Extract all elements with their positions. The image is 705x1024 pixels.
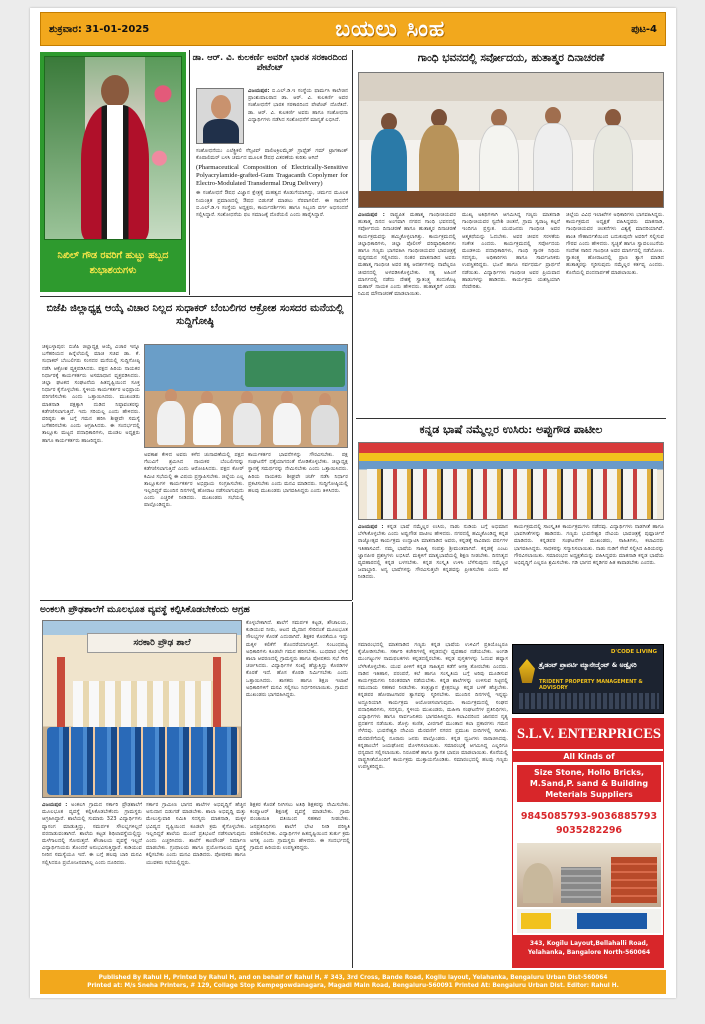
- birthday-box: [40, 52, 186, 292]
- trident-brand: D'CODE LIVING: [610, 649, 657, 655]
- kannada-photo: [358, 442, 664, 520]
- school-headline: ಅಂಕಲಗಿ ಪ್ರೌಢಶಾಲೆಗೆ ಮೂಲಭೂತ ವ್ಯವಸ್ಥೆ ಕಲ್ಪಿಸಿಕೊಡಬೇಕೆಂದು ಆಗ್ರಹ: [40, 604, 250, 615]
- masthead: [40, 12, 666, 46]
- flower-decor: [45, 57, 85, 240]
- birthday-photo: [44, 56, 182, 240]
- trident-logo-icon: [519, 659, 535, 683]
- imprint-footer: [40, 970, 666, 994]
- school-dateline: ವಿಜಯಪುರ :: [42, 802, 68, 808]
- bjp-headline: ಬಿಜೆಪಿ ಜಿಲ್ಲಾಧ್ಯಕ್ಷ ಆಯ್ಕೆ ವಿಚಾರ ನಿಲ್ಲದ ಸುಧಾಕರ್ ಬೆಂಬಲಿಗರ ಆಕ್ರೋಶ ಸಂಸದರ ಮನೆಯಲ್ಲಿ ಸುದ್ದಿಗೋಷ್ಠಿ: [46, 303, 344, 327]
- patent-headline: ಡಾ. ಆರ್. ವಿ. ಕುಲಕರ್ಣಿ ಅವರಿಗೆ ಭಾರತ ಸರಕಾರದಿಂದ ಪೇಟೆಂಟ್: [192, 53, 348, 73]
- school-photo: [42, 620, 242, 798]
- patent-article: ಡಾ. ಆರ್. ವಿ. ಕುಲಕರ್ಣಿ ಅವರಿಗೆ ಭಾರತ ಸರಕಾರದಿಂದ ಪೇಟೆಂಟ್ ವಿಜಯಪುರ: ಬಿ.ಎಲ್.ಡಿ.ಇ ಸಂಸ್ಥೆಯ ಫಾರ್ಮಸಿ ಕಾಲೇಜಿನ ಪ್ರಾಂಶುಪಾಲರಾದ ಡಾ. ಆರ್. ವಿ. ಕುಲಕರ್ಣಿ ಅವರ ಸಂಶೋಧನೆಗೆ ಭಾರತ ಸರಕಾರದಿಂದ ಪೇಟೆಂಟ್ ದೊರೆತಿದೆ. ಡಾ. ಆರ್. ವಿ. ಕುಲಕರ್ಣಿ ಅವರು ಹಾಗೂ ಸಂಶೋಧನಾ ವಿದ್ಯಾರ್ಥಿಗಳು ನಡೆಸಿದ ಸಂಶೋಧನೆಗೆ ಮಾನ್ಯತೆ ಲಭಿಸಿದೆ. ಸಂಶೋಧನೆಯು ಎಲೆಕ್ಟ್ರಿಕಲಿ ಸೆನ್ಸಿಟಿವ್ ಪಾಲಿಅಕ್ರಿಲಮೈಡ್ ಗ್ರಾಫ್ಟೆಡ್ ಗಮ್ ಟ್ರಾಗಕಾಂತ್ ಕೊಪಾಲಿಮರ್ ಬಳಸಿ ಚರ್ಮದ ಮೂಲಕ ಔಷಧ ವಿತರಣೆಯ ಕುರಿತು ಆಗಿದೆ (Pharmaceutical Composition of Electrically-Sensitive Polyacrylamide-grafted-Gum Tragacanth Copolymer for Electro-Modulated Transdermal Drug Delivery) ಈ ಸಂಶೋಧನೆ ಔಷಧ ವಿಜ್ಞಾನ ಕ್ಷೇತ್ರಕ್ಕೆ ಮಹತ್ವದ ಕೊಡುಗೆಯಾಗಿದ್ದು, ಚರ್ಮದ ಮೂಲಕ ನಿಯಂತ್ರಿತ ಪ್ರಮಾಣದಲ್ಲಿ ಔಷಧ ಬಿಡುಗಡೆ ಮಾಡಲು ನೆರವಾಗಲಿದೆ. ಈ ಸಾಧನೆಗೆ ಬಿ.ಎಲ್.ಡಿ.ಇ ಸಂಸ್ಥೆಯ ಅಧ್ಯಕ್ಷರು, ಕಾರ್ಯದರ್ಶಿಗಳು ಹಾಗೂ ಸಿಬ್ಬಂದಿ ವರ್ಗ ಅಭಿನಂದನೆ ಸಲ್ಲಿಸಿದ್ದಾರೆ. ಸಂಶೋಧನೆಯ ಫಲ ಸಮಾಜಕ್ಕೆ ದೊರೆಯಲಿ ಎಂದು ಹಾರೈಸಿದ್ದಾರೆ.: [192, 53, 348, 219]
- gandhi-dateline: ವಿಜಯಪುರ :: [358, 212, 385, 218]
- kannada-headline: ಕನ್ನಡ ಭಾಷೆ ನಮ್ಮೆಲ್ಲರ ಉಸಿರು: ಅಪ್ಪುಗೌಡ ಪಾಟೀಲ: [419, 423, 603, 436]
- person-head: [101, 75, 129, 107]
- newspaper-page: [30, 8, 676, 998]
- portrait-photo: [196, 88, 244, 144]
- slv-phone-2: 9035282296: [555, 825, 623, 836]
- kannada-article: ಕನ್ನಡ ಭಾಷೆ ನಮ್ಮೆಲ್ಲರ ಉಸಿರು: ಅಪ್ಪುಗೌಡ ಪಾಟೀಲ ವಿಜಯಪುರ : ಕನ್ನಡ ಭಾಷೆ ನಮ್ಮೆಲ್ಲರ ಉಸಿರು, ನಾಡು ನುಡಿಯ ಬಗ್ಗೆ ಅಭಿಮಾನ ಬೆಳೆಸಿಕೊಳ್ಳಬೇಕು ಎಂದು ಅಪ್ಪುಗೌಡ ಪಾಟೀಲ ಹೇಳಿದರು. ನಗರದಲ್ಲಿ ಹಮ್ಮಿಕೊಂಡಿದ್ದ ಕನ್ನಡ ರಾಜ್ಯೋತ್ಸವ ಕಾರ್ಯಕ್ರಮ ಉದ್ಘಾಟಿಸಿ ಮಾತನಾಡಿದ ಅವರು, ಕನ್ನಡಕ್ಕೆ ಸಾವಿರಾರು ವರ್ಷಗಳ ಇತಿಹಾಸವಿದೆ. ನಮ್ಮ ಭಾಷೆಯ ಸಾಹಿತ್ಯ ಸಂಪತ್ತು ಶ್ರೀಮಂತವಾಗಿದೆ. ಕನ್ನಡಕ್ಕೆ ಎಂಟು ಜ್ಞಾನಪೀಠ ಪ್ರಶಸ್ತಿಗಳು ಲಭಿಸಿವೆ. ಮಕ್ಕಳಿಗೆ ಮಾತೃಭಾಷೆಯಲ್ಲಿ ಶಿಕ್ಷಣ ನೀಡಬೇಕು. ದಿನನಿತ್ಯದ ವ್ಯವಹಾರದಲ್ಲಿ ಕನ್ನಡ ಬಳಸಬೇಕು. ಕನ್ನಡ ಸಂಸ್ಕೃತಿ ಉಳಿಸಿ ಬೆಳೆಸುವುದು ನಮ್ಮೆಲ್ಲರ ಜವಾಬ್ದಾರಿ. ಅನ್ಯ ಭಾಷೆಗಳನ್ನು ಗೌರವಿಸುತ್ತಲೇ ಕನ್ನಡವನ್ನು ಪ್ರೀತಿಸಬೇಕು ಎಂದು ಕರೆ ನೀಡಿದರು. ಕಾರ್ಯಕ್ರಮದಲ್ಲಿ ಸಾಂಸ್ಕೃತಿಕ ಕಾರ್ಯಕ್ರಮಗಳು ನಡೆದವು. ವಿದ್ಯಾರ್ಥಿಗಳು ನಾಡಗೀತೆ ಹಾಗೂ ಭಾವಗೀತೆಗಳನ್ನು ಹಾಡಿದರು. ಗಣ್ಯರು ಭುವನೇಶ್ವರಿ ದೇವಿಯ ಭಾವಚಿತ್ರಕ್ಕೆ ಪುಷ್ಪಾರ್ಚನೆ ಮಾಡಿದರು. ಕನ್ನಡಪರ ಸಂಘಟನೆಗಳ ಮುಖಂಡರು, ಸಾಹಿತಿಗಳು, ಕಲಾವಿದರು ಭಾಗವಹಿಸಿದ್ದರು. ಸಾಧಕರನ್ನು ಸನ್ಮಾನಿಸಲಾಯಿತು. ನಾಡು ನುಡಿಗೆ ಸೇವೆ ಸಲ್ಲಿಸಿದ ಹಿರಿಯರನ್ನು ಗೌರವಿಸಲಾಯಿತು. ಸಮಾರಂಭದ ಅಧ್ಯಕ್ಷತೆಯನ್ನು ವಹಿಸಿದ್ದವರು ಮಾತನಾಡಿ ಕನ್ನಡ ಭಾಷೆಯ ಅಭಿವೃದ್ಧಿಗೆ ಎಲ್ಲರೂ ಶ್ರಮಿಸಬೇಕು. ಗಡಿ ಭಾಗದ ಕನ್ನಡಿಗರ ಹಿತ ಕಾಪಾಡಬೇಕು ಎಂದರು.: [356, 420, 666, 640]
- imprint-line-1: Published By Rahul H, Printed by Rahul H, and on behalf of Rahul H, # 343, 3rd Cross, Bande Road, Kogilu layout, Yelahanka, Bengaluru Urban Dist-560064: [98, 975, 608, 981]
- trident-english: TRIDENT PROPERTY MANAGEMENT & ADVISORY: [539, 679, 643, 691]
- slv-subtitle: All Kinds of: [513, 751, 664, 762]
- trident-name: ತ್ರೈಡಂಟ್ ಪ್ರಾಪರ್ಟಿ ಮ್ಯಾನೇಜ್ಮೆಂಟ್ & ಅಡ್ವೈಸರಿ: [539, 661, 637, 669]
- gandhi-article: ಗಾಂಧಿ ಭವನದಲ್ಲಿ ಸರ್ವೋದಯ, ಹುತಾತ್ಮರ ದಿನಾಚರಣೆ ವಿಜಯಪುರ : ರಾಷ್ಟ್ರಪಿತ ಮಹಾತ್ಮ ಗಾಂಧೀಜಿಯವರ ಹುತಾತ್ಮ ದಿನದ ಅಂಗವಾಗಿ ನಗರದ ಗಾಂಧಿ ಭವನದಲ್ಲಿ ಸರ್ವೋದಯ ದಿನಾಚರಣೆ ಹಾಗೂ ಹುತಾತ್ಮರ ದಿನಾಚರಣೆ ಕಾರ್ಯಕ್ರಮವನ್ನು ಹಮ್ಮಿಕೊಳ್ಳಲಾಗಿತ್ತು. ಕಾರ್ಯಕ್ರಮದಲ್ಲಿ ಜಿಲ್ಲಾಧಿಕಾರಿಗಳು, ಜಿಲ್ಲಾ ಪೊಲೀಸ್ ವರಿಷ್ಠಾಧಿಕಾರಿಗಳು ಹಾಗೂ ಗಣ್ಯರು ಭಾಗವಹಿಸಿ ಗಾಂಧೀಜಿಯವರ ಭಾವಚಿತ್ರಕ್ಕೆ ಪುಷ್ಪನಮನ ಸಲ್ಲಿಸಿದರು. ನಂತರ ಮಾತನಾಡಿದ ಅವರು ಮಹಾತ್ಮ ಗಾಂಧೀಜಿ ಅವರ ತತ್ವ ಆದರ್ಶಗಳನ್ನು ನಾವೆಲ್ಲರೂ ಜೀವನದಲ್ಲಿ ಅಳವಡಿಸಿಕೊಳ್ಳಬೇಕು. ಸತ್ಯ ಅಹಿಂಸೆ ಮಾರ್ಗದಲ್ಲಿ ನಡೆದು ದೇಶಕ್ಕೆ ಸ್ವಾತಂತ್ರ್ಯ ತಂದುಕೊಟ್ಟ ಮಹಾನ್ ನಾಯಕ ಎಂದು ಹೇಳಿದರು. ಹುತಾತ್ಮರಿಗೆ ಎರಡು ನಿಮಿಷ ಮೌನಾಚರಣೆ ಮಾಡಲಾಯಿತು. ಮುಖ್ಯ ಅತಿಥಿಗಳಾಗಿ ಆಗಮಿಸಿದ್ದ ಗಣ್ಯರು ಮಾತನಾಡಿ ಗಾಂಧೀಜಿಯವರ ಸ್ವದೇಶಿ ಚಿಂತನೆ, ಗ್ರಾಮ ಸ್ವರಾಜ್ಯ ಕಲ್ಪನೆ ಇಂದಿಗೂ ಪ್ರಸ್ತುತ. ಯುವಜನರು ಗಾಂಧೀಜಿ ಅವರ ಆತ್ಮಕಥೆಯನ್ನು ಓದಬೇಕು. ಅವರ ಜೀವನ ಸರಳತೆಯ ಸಂಕೇತ ಎಂದರು. ಕಾರ್ಯಕ್ರಮದಲ್ಲಿ ಸರ್ವೋದಯ ಮಂಡಳಿಯ ಪದಾಧಿಕಾರಿಗಳು, ಗಾಂಧಿ ಸ್ಮಾರಕ ನಿಧಿಯ ಸದಸ್ಯರು, ಅಧಿಕಾರಿಗಳು ಹಾಗೂ ಸಾರ್ವಜನಿಕರು ಉಪಸ್ಥಿತರಿದ್ದರು. ಭಜನೆ ಹಾಗೂ ಸರ್ವಧರ್ಮ ಪ್ರಾರ್ಥನೆ ನಡೆಯಿತು. ವಿದ್ಯಾರ್ಥಿಗಳು ಗಾಂಧೀಜಿ ಅವರ ಪ್ರಿಯವಾದ ಹಾಡುಗಳನ್ನು ಹಾಡಿದರು. ಕಾರ್ಯಕ್ರಮ ಯಶಸ್ವಿಯಾಗಿ ನೆರವೇರಿತು. ಜಿಲ್ಲೆಯ ವಿವಿಧ ಇಲಾಖೆಗಳ ಅಧಿಕಾರಿಗಳು ಭಾಗವಹಿಸಿದ್ದರು. ಕಾರ್ಯಕ್ರಮದ ಅಧ್ಯಕ್ಷತೆ ವಹಿಸಿದ್ದವರು ಮಾತನಾಡಿ, ಗಾಂಧೀಜಿಯವರ ಚಿಂತನೆಗಳು ವಿಶ್ವಕ್ಕೆ ಮಾದರಿಯಾಗಿವೆ. ಶಾಂತಿ ಸೌಹಾರ್ದತೆಯಿಂದ ಬದುಕುವುದೇ ಅವರಿಗೆ ಸಲ್ಲಿಸುವ ಗೌರವ ಎಂದು ಹೇಳಿದರು. ಸ್ವಚ್ಛತೆ ಹಾಗೂ ಸ್ವಾವಲಂಬನೆಯ ಸಂದೇಶ ಸಾರಿದ ಗಾಂಧೀಜಿ ಅವರ ಮಾರ್ಗದಲ್ಲಿ ನಡೆಯೋಣ. ಸ್ವಾತಂತ್ರ್ಯ ಹೋರಾಟದಲ್ಲಿ ಪ್ರಾಣ ತ್ಯಾಗ ಮಾಡಿದ ಹುತಾತ್ಮರನ್ನು ಸ್ಮರಿಸುವುದು ನಮ್ಮೆಲ್ಲರ ಕರ್ತವ್ಯ ಎಂದರು. ಕೊನೆಯಲ್ಲಿ ವಂದನಾರ್ಪಣೆ ಮಾಡಲಾಯಿತು.: [356, 48, 666, 418]
- school-article: ಅಂಕಲಗಿ ಪ್ರೌಢಶಾಲೆಗೆ ಮೂಲಭೂತ ವ್ಯವಸ್ಥೆ ಕಲ್ಪಿಸಿಕೊಡಬೇಕೆಂದು ಆಗ್ರಹ ಸರಕಾರಿ ಪ್ರೌಢ ಶಾಲೆ ಕೊಳ್ಳಬೇಕಾಗಿದೆ. ಶಾಲೆಗೆ ಸಮರ್ಪಕ ಕಟ್ಟಡ, ಶೌಚಾಲಯ, ಕುಡಿಯುವ ನೀರು, ಆಟದ ಮೈದಾನ ಸೇರಿದಂತೆ ಮೂಲಭೂತ ಸೌಲಭ್ಯಗಳ ಕೊರತೆ ಎದುರಾಗಿದೆ. ಶಿಕ್ಷಕರ ಕೊರತೆಯೂ ಇದ್ದು ಮಕ್ಕಳ ಕಲಿಕೆಗೆ ತೊಂದರೆಯಾಗುತ್ತಿದೆ. ಸಂಬಂಧಪಟ್ಟ ಅಧಿಕಾರಿಗಳು ಕೂಡಲೇ ಗಮನ ಹರಿಸಬೇಕು. ಬುಧವಾರ ಬೆಳಿಗ್ಗೆ ಶಾಲಾ ಆವರಣದಲ್ಲಿ ಗ್ರಾಮಸ್ಥರು ಹಾಗೂ ಪೋಷಕರು ಸಭೆ ಸೇರಿ ಚರ್ಚಿಸಿದರು. ವಿದ್ಯಾರ್ಥಿಗಳ ಸಂಖ್ಯೆ ಹೆಚ್ಚುತ್ತಿದ್ದು ಕೊಠಡಿಗಳ ಕೊರತೆ ಇದೆ. ಹೊಸ ಕೊಠಡಿ ನಿರ್ಮಿಸಬೇಕು ಎಂದು ಒತ್ತಾಯಿಸಿದರು. ಶಾಸಕರು ಹಾಗೂ ಶಿಕ್ಷಣ ಇಲಾಖೆ ಅಧಿಕಾರಿಗಳಿಗೆ ಮನವಿ ಸಲ್ಲಿಸಲು ನಿರ್ಧರಿಸಲಾಯಿತು. ಗ್ರಾಮದ ಮುಖಂಡರು ಭಾಗವಹಿಸಿದ್ದರು. ವಿಜಯಪುರ : ಅಂಕಲಗಿ ಗ್ರಾಮದ ಸರ್ಕಾರಿ ಪ್ರೌಢಶಾಲೆಗೆ ಮೂಲಭೂತ ವ್ಯವಸ್ಥೆ ಕಲ್ಪಿಸಿಕೊಡಬೇಕೆಂದು ಗ್ರಾಮಸ್ಥರು ಆಗ್ರಹಿಸಿದ್ದಾರೆ. ಶಾಲೆಯಲ್ಲಿ ಸುಮಾರು 323 ವಿದ್ಯಾರ್ಥಿಗಳು ವ್ಯಾಸಂಗ ಮಾಡುತ್ತಿದ್ದು, ಸಮರ್ಪಕ ಸೌಲಭ್ಯಗಳಿಲ್ಲದೆ ಪರದಾಡುವಂತಾಗಿದೆ. ಶಾಲೆಯ ಕಟ್ಟಡ ಶಿಥಿಲಾವಸ್ಥೆಯಲ್ಲಿದ್ದು ಮಳೆಗಾಲದಲ್ಲಿ ಸೋರುತ್ತದೆ. ಶೌಚಾಲಯ ವ್ಯವಸ್ಥೆ ಇಲ್ಲದೆ ವಿದ್ಯಾರ್ಥಿನಿಯರು ತೊಂದರೆ ಅನುಭವಿಸುತ್ತಿದ್ದಾರೆ. ಕುಡಿಯುವ ನೀರಿನ ಸಮಸ್ಯೆಯೂ ಇದೆ. ಈ ಬಗ್ಗೆ ಹಲವು ಬಾರಿ ಮನವಿ ಸಲ್ಲಿಸಿದರೂ ಪ್ರಯೋಜನವಾಗಿಲ್ಲ ಎಂದು ದೂರಿದರು. ಸರ್ಕಾರ ಗ್ರಾಮೀಣ ಭಾಗದ ಶಾಲೆಗಳ ಅಭಿವೃದ್ಧಿಗೆ ಹೆಚ್ಚಿನ ಅನುದಾನ ಬಿಡುಗಡೆ ಮಾಡಬೇಕು. ಶಾಲಾ ಅಭಿವೃದ್ಧಿ ಮತ್ತು ಮೇಲುಸ್ತುವಾರಿ ಸಮಿತಿ ಸದಸ್ಯರು ಮಾತನಾಡಿ, ಮಕ್ಕಳ ಭವಿಷ್ಯದ ದೃಷ್ಟಿಯಿಂದ ಕೂಡಲೇ ಕ್ರಮ ಕೈಗೊಳ್ಳಬೇಕು. ಇಲ್ಲದಿದ್ದರೆ ಶಾಲೆಯ ಮುಂದೆ ಪ್ರತಿಭಟನೆ ನಡೆಸಲಾಗುವುದು ಎಂದು ಎಚ್ಚರಿಸಿದರು. ಶಾಲೆಗೆ ಕಾಂಪೌಂಡ್ ನಿರ್ಮಾಣ ಮಾಡಬೇಕು. ಗ್ರಂಥಾಲಯ ಹಾಗೂ ಪ್ರಯೋಗಾಲಯ ವ್ಯವಸ್ಥೆ ಕಲ್ಪಿಸಬೇಕು ಎಂದು ಮನವಿ ಮಾಡಿದರು. ಪೋಷಕರು ಹಾಗೂ ಯುವಕರು ಸಭೆಯಲ್ಲಿದ್ದರು. ಶಿಕ್ಷಕರ ಕೊರತೆ ನೀಗಿಸಲು ಅತಿಥಿ ಶಿಕ್ಷಕರನ್ನು ನೇಮಿಸಬೇಕು. ಕಂಪ್ಯೂಟರ್ ಶಿಕ್ಷಣಕ್ಕೆ ವ್ಯವಸ್ಥೆ ಮಾಡಬೇಕು. ಗ್ರಾಮ ಪಂಚಾಯಿತಿ ವತಿಯಿಂದ ಸಹಕಾರ ನೀಡಬೇಕು. ಜನಪ್ರತಿನಿಧಿಗಳು ಶಾಲೆಗೆ ಭೇಟಿ ನೀಡಿ ಪರಿಸ್ಥಿತಿ ಪರಿಶೀಲಿಸಬೇಕು. ವಿದ್ಯಾರ್ಥಿಗಳ ಹಿತದೃಷ್ಟಿಯಿಂದ ತುರ್ತು ಕ್ರಮ ಅಗತ್ಯ ಎಂದು ಗ್ರಾಮಸ್ಥರು ಹೇಳಿದರು. ಈ ಸಂದರ್ಭದಲ್ಲಿ ಗ್ರಾಮದ ಹಿರಿಯರು ಉಪಸ್ಥಿತರಿದ್ದರು.: [40, 604, 350, 866]
- bjp-photo: [144, 344, 348, 448]
- slv-phone-1: 9845085793-9036885793: [520, 811, 658, 822]
- page-number: ಪುಟ-4: [631, 23, 657, 35]
- slv-address: 343, Kogilu Layout,Bellahalli Road, Yelahanka, Bangalore North-560064: [513, 935, 664, 968]
- patent-dateline: ವಿಜಯಪುರ:: [248, 88, 270, 94]
- slv-title: S.L.V. ENTERPRICES: [513, 719, 664, 749]
- newspaper-title: ಬಯಲು ಸಿಂಹ: [335, 16, 446, 42]
- slv-ad: [512, 718, 664, 968]
- patent-english-text: (Pharmaceutical Composition of Electrically-Sensitive Polyacrylamide-grafted-Gum Tragacanth Copolymer for Electro-Modulated Transdermal Drug Delivery): [196, 164, 348, 188]
- imprint-line-2: Printed at: M/s Sneha Printers, # 129, Collage Stop Kempegowdanagara, Magadi Main Road, Bengaluru-560091 Printed At: Bengaluru Urban Dist. Editor: Rahul H.: [87, 983, 619, 989]
- trident-ad: [512, 644, 664, 714]
- kannada-dateline: ವಿಜಯಪುರ :: [358, 524, 384, 530]
- bjp-article: ಬಿಜೆಪಿ ಜಿಲ್ಲಾಧ್ಯಕ್ಷ ಆಯ್ಕೆ ವಿಚಾರ ನಿಲ್ಲದ ಸುಧಾಕರ್ ಬೆಂಬಲಿಗರ ಆಕ್ರೋಶ ಸಂಸದರ ಮನೆಯಲ್ಲಿ ಸುದ್ದಿಗೋಷ್ಠಿ ಚಿಕ್ಕಬಳ್ಳಾಪುರ: ಬಿಜೆಪಿ ಜಿಲ್ಲಾಧ್ಯಕ್ಷ ಆಯ್ಕೆ ವಿಚಾರ ಇನ್ನೂ ಬಗೆಹರಿಯದ ಹಿನ್ನೆಲೆಯಲ್ಲಿ ಮಾಜಿ ಸಚಿವ ಡಾ. ಕೆ. ಸುಧಾಕರ್ ಬೆಂಬಲಿಗರು ಸಂಸದರ ಮನೆಯಲ್ಲಿ ಸುದ್ದಿಗೋಷ್ಠಿ ನಡೆಸಿ ಆಕ್ರೋಶ ವ್ಯಕ್ತಪಡಿಸಿದರು. ಪಕ್ಷದ ಹಿರಿಯ ನಾಯಕರ ನಿರ್ಧಾರಕ್ಕೆ ಕಾರ್ಯಕರ್ತರು ಅಸಮಾಧಾನ ವ್ಯಕ್ತಪಡಿಸಿದರು. ಜಿಲ್ಲಾ ಘಟಕದ ಸಂಘಟನೆಯ ಹಿತದೃಷ್ಟಿಯಿಂದ ಸೂಕ್ತ ನಿರ್ಧಾರ ಕೈಗೊಳ್ಳಬೇಕು. ಸ್ಥಳೀಯ ಕಾರ್ಯಕರ್ತರ ಅಭಿಪ್ರಾಯ ಪರಿಗಣಿಸಬೇಕು ಎಂದು ಒತ್ತಾಯಿಸಿದರು. ಮುಖಂಡರು ಮಾತನಾಡಿ ಪಕ್ಷಕ್ಕಾಗಿ ದುಡಿದ ನಿಷ್ಠಾವಂತರನ್ನು ಕಡೆಗಣಿಸಲಾಗುತ್ತಿದೆ. ಇದು ಸರಿಯಲ್ಲ ಎಂದು ಹೇಳಿದರು. ವರಿಷ್ಠರು ಈ ಬಗ್ಗೆ ಗಮನ ಹರಿಸಿ ಶೀಘ್ರವೇ ಸಮಸ್ಯೆ ಬಗೆಹರಿಸಬೇಕು ಎಂದು ಆಗ್ರಹಿಸಿದರು. ಈ ಸಂದರ್ಭದಲ್ಲಿ ತಾಲ್ಲೂಕು ಮಟ್ಟದ ಪದಾಧಿಕಾರಿಗಳು, ಮಂಡಲ ಅಧ್ಯಕ್ಷರು ಹಾಗೂ ಕಾರ್ಯಕರ್ತರು ಹಾಜರಿದ್ದರು. ಅವಕಾಶ ಕೇಳಿದ ಅವರು ಕಳೆದ ಚುನಾವಣೆಯಲ್ಲಿ ಪಕ್ಷದ ಗೆಲುವಿಗೆ ಶ್ರಮಿಸಿದ ನಾಯಕರ ಬೆಂಬಲಿಗರನ್ನು ಕಡೆಗಣಿಸಲಾಗುತ್ತಿದೆ ಎಂದು ಆರೋಪಿಸಿದರು. ಪಕ್ಷದ ಕೋರ್ ಕಮಿಟಿ ಸಭೆಯಲ್ಲಿ ಈ ವಿಷಯ ಪ್ರಸ್ತಾಪಿಸಬೇಕು. ಜಿಲ್ಲೆಯ ಎಲ್ಲ ತಾಲ್ಲೂಕುಗಳ ಕಾರ್ಯಕರ್ತರ ಅಭಿಪ್ರಾಯ ಸಂಗ್ರಹಿಸಬೇಕು. ಇಲ್ಲದಿದ್ದರೆ ಮುಂದಿನ ದಿನಗಳಲ್ಲಿ ಹೋರಾಟ ನಡೆಸಲಾಗುವುದು ಎಂದು ಎಚ್ಚರಿಕೆ ನೀಡಿದರು. ಮುಖಂಡರು ಸಭೆಯಲ್ಲಿ ಪಾಲ್ಗೊಂಡಿದ್ದರು. ಕಾರ್ಯಕರ್ತರ ಭಾವನೆಗಳನ್ನು ಗೌರವಿಸಬೇಕು. ಪಕ್ಷ ಸಂಘಟನೆಗೆ ಧಕ್ಕೆಯಾಗದಂತೆ ನೋಡಿಕೊಳ್ಳಬೇಕು. ಜಿಲ್ಲಾಧ್ಯಕ್ಷ ಸ್ಥಾನಕ್ಕೆ ಸಮರ್ಥರನ್ನು ನೇಮಿಸಬೇಕು ಎಂದು ಒತ್ತಾಯಿಸಿದರು. ಹಿರಿಯ ನಾಯಕರು ಶೀಘ್ರವೇ ಚರ್ಚೆ ನಡೆಸಿ ನಿರ್ಧಾರ ಪ್ರಕಟಿಸಬೇಕು ಎಂದು ಮನವಿ ಮಾಡಿದರು. ಸುದ್ದಿಗೋಷ್ಠಿಯಲ್ಲಿ ಹಲವು ಮುಖಂಡರು ಭಾಗವಹಿಸಿದ್ದರು ಎಂದು ತಿಳಿಸಿದರು.: [40, 298, 350, 598]
- continuation-text: ಸಮಾರಂಭದಲ್ಲಿ ಮಾತನಾಡಿದ ಗಣ್ಯರು ಕನ್ನಡ ಭಾಷೆಯ ಉಳಿವಿಗೆ ಪ್ರತಿಯೊಬ್ಬರೂ ಕೈಜೋಡಿಸಬೇಕು. ಸರ್ಕಾರಿ ಕಚೇರಿಗಳಲ್ಲಿ ಕನ್ನಡದಲ್ಲೇ ವ್ಯವಹಾರ ನಡೆಯಬೇಕು. ಅಂಗಡಿ ಮುಂಗಟ್ಟುಗಳ ನಾಮಫಲಕಗಳು ಕನ್ನಡದಲ್ಲಿರಬೇಕು. ಕನ್ನಡ ಪುಸ್ತಕಗಳನ್ನು ಓದುವ ಹವ್ಯಾಸ ಬೆಳೆಸಿಕೊಳ್ಳಬೇಕು. ಯುವ ಪೀಳಿಗೆ ಕನ್ನಡ ಸಾಹಿತ್ಯದ ಕಡೆಗೆ ಆಸಕ್ತಿ ತೋರಬೇಕು ಎಂದರು. ನಾಡಿನ ಇತಿಹಾಸ, ಪರಂಪರೆ, ಕಲೆ ಹಾಗೂ ಸಂಸ್ಕೃತಿಯ ಬಗ್ಗೆ ಅರಿವು ಮೂಡಿಸುವ ಕಾರ್ಯಕ್ರಮಗಳು ನಿರಂತರವಾಗಿ ನಡೆಯಬೇಕು. ಕನ್ನಡ ಶಾಲೆಗಳನ್ನು ಉಳಿಸುವ ನಿಟ್ಟಿನಲ್ಲಿ ಸಮುದಾಯ ಸಹಕಾರ ನೀಡಬೇಕು. ತಂತ್ರಜ್ಞಾನ ಕ್ಷೇತ್ರದಲ್ಲೂ ಕನ್ನಡ ಬಳಕೆ ಹೆಚ್ಚಬೇಕು. ಕನ್ನಡಪರ ಹೋರಾಟಗಾರರ ತ್ಯಾಗವನ್ನು ಸ್ಮರಿಸಬೇಕು. ಮುಂದಿನ ದಿನಗಳಲ್ಲಿ ಇನ್ನಷ್ಟು ಅದ್ದೂರಿಯಾಗಿ ಕಾರ್ಯಕ್ರಮ ಆಯೋಜಿಸಲಾಗುವುದು. ಕಾರ್ಯಕ್ರಮದಲ್ಲಿ ಸಂಘದ ಪದಾಧಿಕಾರಿಗಳು, ಸದಸ್ಯರು, ಸ್ಥಳೀಯ ಮುಖಂಡರು, ಮಹಿಳಾ ಸಂಘಟನೆಗಳ ಪ್ರತಿನಿಧಿಗಳು, ವಿದ್ಯಾರ್ಥಿಗಳು ಹಾಗೂ ಸಾರ್ವಜನಿಕರು ಭಾಗವಹಿಸಿದ್ದರು. ಕಲಾವಿದರಿಂದ ಜಾನಪದ ನೃತ್ಯ ಪ್ರದರ್ಶನ ನಡೆಯಿತು. ಡೊಳ್ಳು ಕುಣಿತ, ವೀರಗಾಸೆ ಮುಂತಾದ ಕಲಾ ಪ್ರಕಾರಗಳು ಗಮನ ಸೆಳೆದವು. ಭುವನೇಶ್ವರಿ ದೇವಿಯ ಮೆರವಣಿಗೆ ನಗರದ ಪ್ರಮುಖ ಬೀದಿಗಳಲ್ಲಿ ಸಾಗಿತು. ಮೆರವಣಿಗೆಯಲ್ಲಿ ನೂರಾರು ಜನರು ಪಾಲ್ಗೊಂಡರು. ಕನ್ನಡ ಧ್ವಜಗಳು ರಾರಾಜಿಸಿದವು. ಕನ್ನಡಾಂಬೆಗೆ ಜಯಘೋಷ ಮೊಳಗಿಸಲಾಯಿತು. ಸಮಾರಂಭಕ್ಕೆ ಆಗಮಿಸಿದ್ದ ಎಲ್ಲರಿಗೂ ಧನ್ಯವಾದ ಸಲ್ಲಿಸಲಾಯಿತು. ನಿರೂಪಣೆ ಹಾಗೂ ಸ್ವಾಗತ ಭಾಷಣ ಮಾಡಲಾಯಿತು. ಕೊನೆಯಲ್ಲಿ ರಾಷ್ಟ್ರಗೀತೆಯೊಂದಿಗೆ ಕಾರ್ಯಕ್ರಮ ಮುಕ್ತಾಯಗೊಂಡಿತು. ಸಮಾರಂಭದಲ್ಲಿ ಹಲವು ಗಣ್ಯರು ಉಪಸ್ಥಿತರಿದ್ದರು.: [358, 642, 508, 771]
- building-materials-picture: [517, 843, 661, 907]
- slv-items: Size Stone, Hollo Bricks, M.Sand,P. sand & Building Meterials Suppliers: [517, 765, 661, 802]
- school-sign: ಸರಕಾರಿ ಪ್ರೌಢ ಶಾಲೆ: [87, 633, 237, 653]
- gandhi-headline: ಗಾಂಧಿ ಭವನದಲ್ಲಿ ಸರ್ವೋದಯ, ಹುತಾತ್ಮರ ದಿನಾಚರಣೆ: [417, 52, 605, 64]
- flower-decor: [145, 57, 181, 240]
- gandhi-photo: [358, 72, 664, 208]
- truck-picture: [517, 909, 661, 933]
- person-suit: [81, 105, 149, 240]
- birthday-caption: ನಿಖಿಲ್ ಗೌಡ ರವರಿಗೆ ಹುಟ್ಟು ಹಬ್ಬದ ಶುಭಾಶಯಗಳು: [57, 250, 169, 276]
- issue-date: ಶುಕ್ರವಾರ: 31-01-2025: [49, 23, 150, 35]
